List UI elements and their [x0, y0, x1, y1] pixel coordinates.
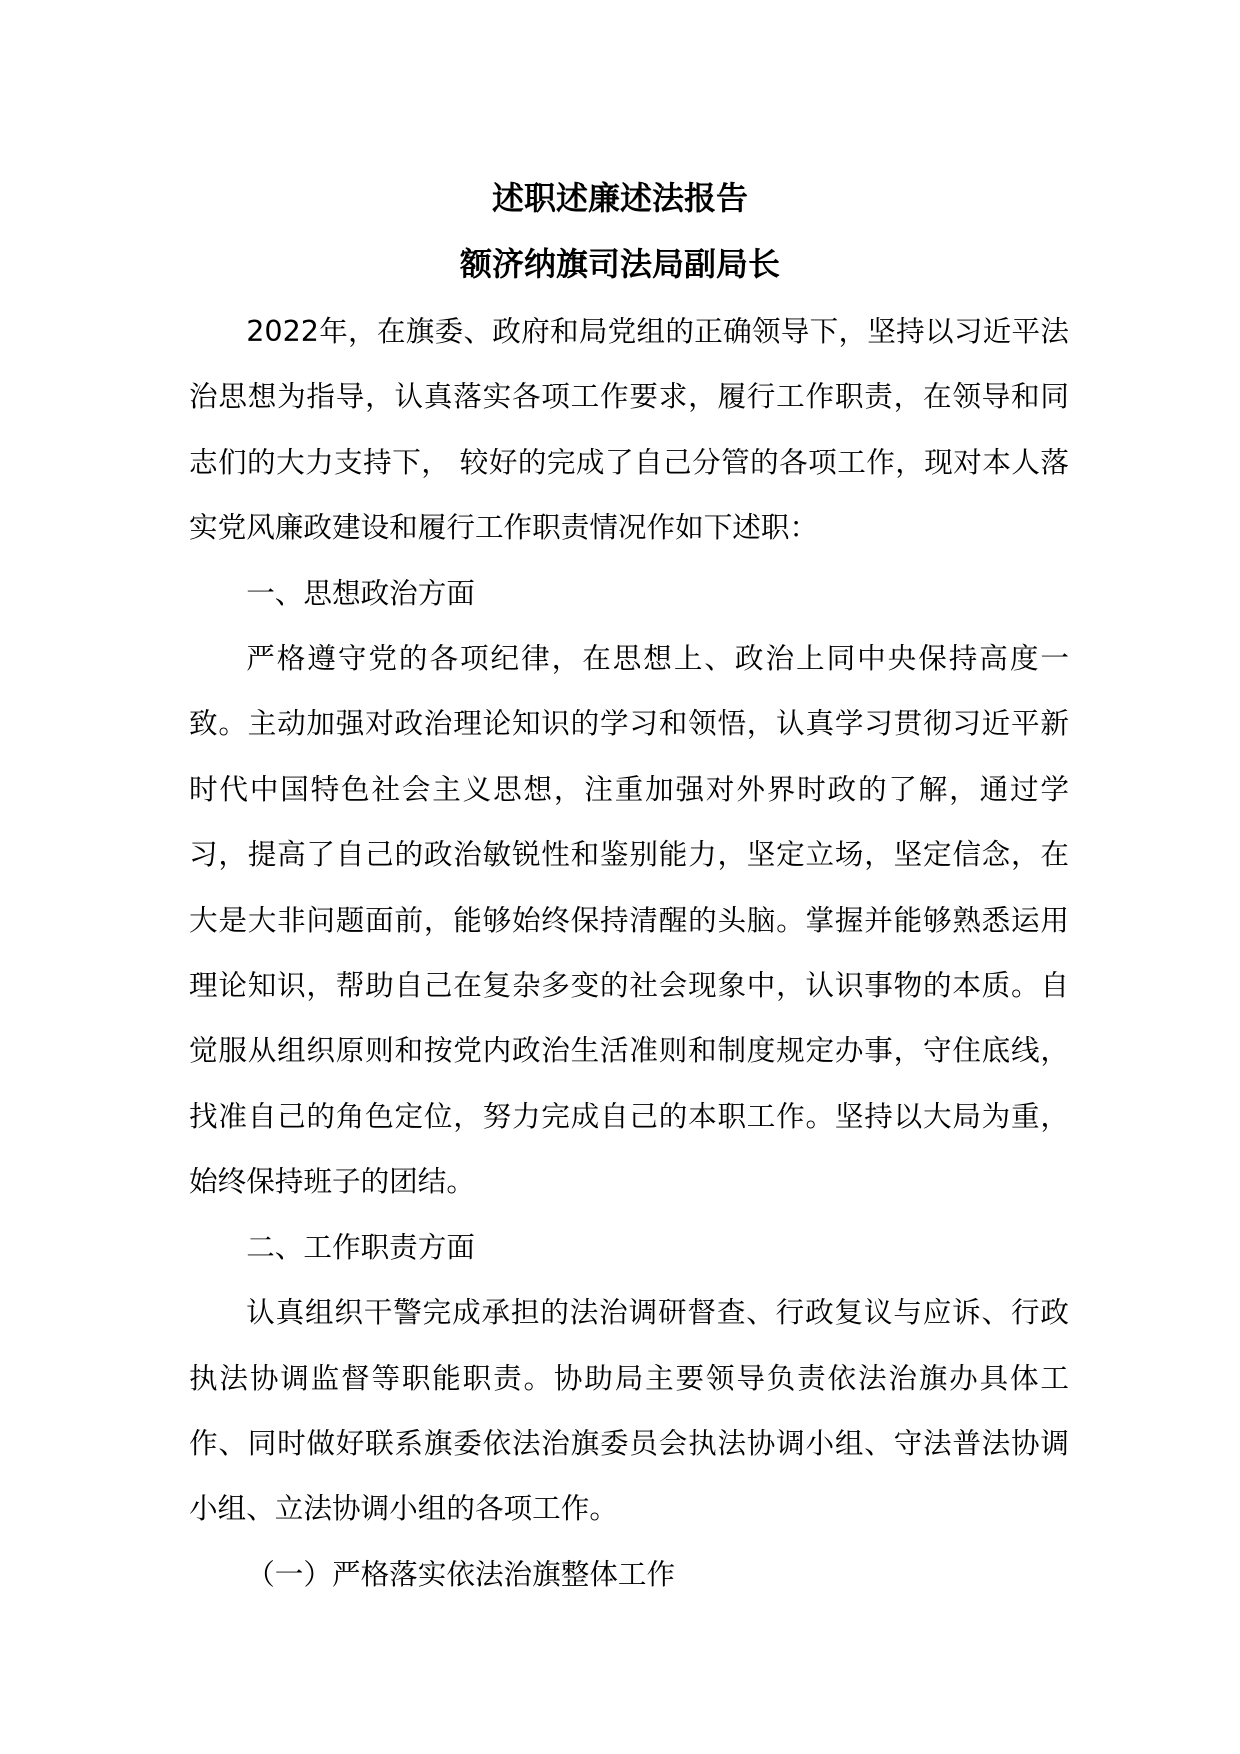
- document-subtitle: 额济纳旗司法局副局长: [459, 245, 780, 283]
- document-title: 述职述廉述法报告: [491, 179, 748, 217]
- section-heading-ideology: 一、思想政治方面: [246, 575, 475, 610]
- paragraph-ideology: 严格遵守党的各项纪律，在思想上、政治上同中央保持高度一致。主动加强对政治理论知识的学习和领悟，认真学习贯彻习近平新时代中国特色社会主义思想，注重加强对外界时政的了解，通过学习，提高了自己的政治敏锐性和鉴别能力，坚定立场，坚定信念，在大是大非问题面前，能够始终保持清醒的头脑。掌握并能够熟悉运用理论知识，帮助自己在复杂多变的社会现象中，认识事物的本质。自觉服从组织原则和按党内政治生活准则和制度规定办事，守住底线，找准自己的角色定位，努力完成自己的本职工作。坚持以大局为重， 始终保持班子的团结。: [189, 641, 1069, 1199]
- paragraph-intro: 2022年，在旗委、政府和局党组的正确领导下，坚持以习近平法治思想为指导，认真落实各项工作要求，履行工作职责，在领导和同志们的大力支持下， 较好的完成了自己分管的各项工作，现对本人落实党风廉政建设和履行工作职责情况作如下述职：: [189, 314, 1069, 545]
- section-heading-duties: 二、工作职责方面: [246, 1229, 475, 1264]
- subsection-heading-rule-of-law: （一）严格落实依法治旗整体工作: [246, 1556, 676, 1591]
- document-body: [189, 299, 1069, 1607]
- paragraph-duties: 认真组织干警完成承担的法治调研督查、行政复议与应诉、行政执法协调监督等职能职责。协助局主要领导负责依法治旗办具体工作、同时做好联系旗委依法治旗委员会执法协调小组、守法普法协调小组、立法协调小组的各项工作。: [189, 1295, 1069, 1526]
